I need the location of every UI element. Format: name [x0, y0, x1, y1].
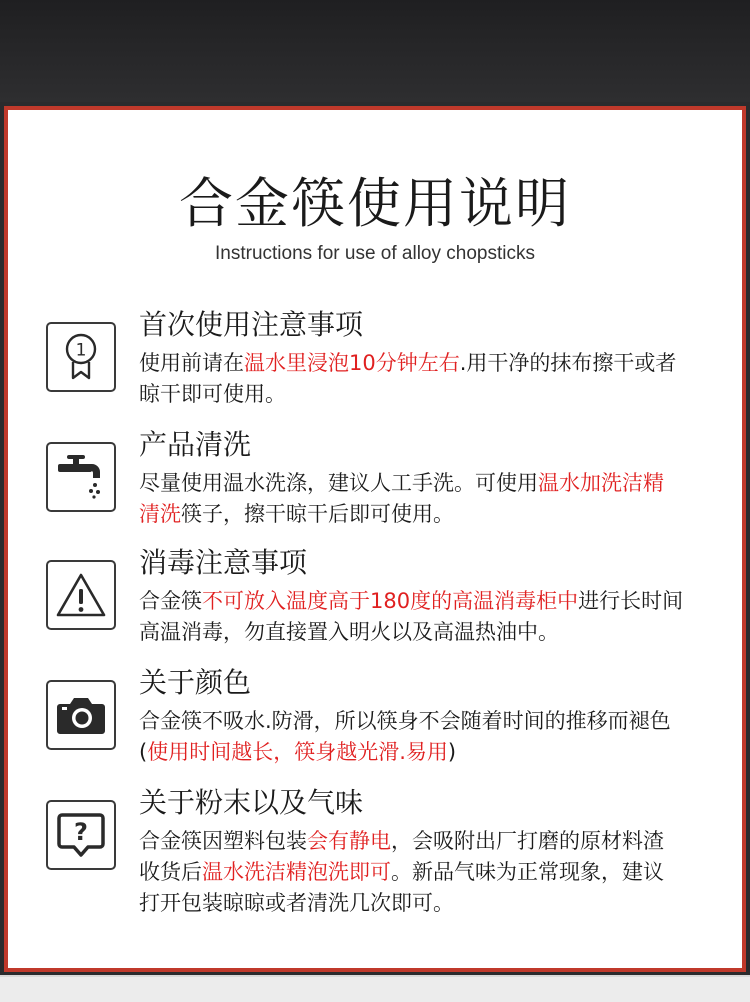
top-dark-band	[0, 0, 750, 102]
body-text: 使用前请在	[139, 351, 244, 375]
section-title: 首次使用注意事项	[139, 308, 364, 341]
instructions-card	[4, 106, 746, 972]
body-text-highlight: 温水加洗洁精	[538, 471, 664, 495]
section-title: 关于颜色	[139, 666, 252, 699]
body-text-highlight: 不可放入温度高于180度的高温消毒柜中	[202, 589, 579, 613]
question-bubble-icon	[46, 800, 116, 870]
body-text: 合金筷因塑料包装	[139, 829, 307, 853]
award-number-one-icon	[46, 322, 116, 392]
body-text: 筷子，擦干晾干后即可使用。	[181, 502, 454, 526]
body-text: 进行长时间	[578, 589, 684, 613]
body-line	[139, 706, 729, 737]
camera-icon	[46, 680, 116, 750]
body-line	[139, 826, 729, 857]
water-faucet-icon	[46, 442, 116, 512]
award-number-text: 1	[75, 340, 87, 361]
section-body	[139, 706, 729, 768]
body-line	[139, 617, 729, 648]
body-text: 合金筷不吸水.防滑，所以筷身不会随着时间的推移而褪色	[139, 709, 671, 733]
body-text-highlight: 清洗	[139, 502, 181, 526]
body-text: )	[447, 740, 457, 764]
body-line	[139, 468, 729, 499]
section-title: 产品清洗	[139, 428, 252, 461]
section-body	[139, 826, 729, 919]
page-title: 合金筷使用说明	[179, 172, 571, 235]
body-text-highlight: 温水洗洁精泡洗即可	[202, 860, 391, 884]
body-line	[139, 348, 729, 379]
body-line	[139, 379, 729, 410]
body-text: 高温消毒，勿直接置入明火以及高温热油中。	[139, 620, 559, 644]
body-text: 打开包装晾晾或者清洗几次即可。	[139, 891, 454, 915]
section-title: 消毒注意事项	[139, 546, 308, 579]
body-line	[139, 857, 729, 888]
page-subtitle: Instructions for use of alloy chopsticks	[215, 243, 535, 264]
body-text: 合金筷	[139, 589, 202, 613]
body-text: ，会吸附出厂打磨的原材料渣	[391, 829, 664, 853]
body-text: 。新品气味为正常现象，建议	[391, 860, 664, 884]
section-body	[139, 586, 729, 648]
body-text-highlight: 温水里浸泡10分钟左右	[244, 351, 460, 375]
question-mark-text: ?	[74, 818, 88, 846]
body-text-highlight: 使用时间越长，筷身越光滑.易用	[147, 740, 448, 764]
body-text: 收货后	[139, 860, 202, 884]
body-line	[139, 737, 729, 768]
body-line	[139, 499, 729, 530]
section-body	[139, 348, 729, 410]
body-text: 尽量使用温水洗涤，建议人工手洗。可使用	[139, 471, 538, 495]
bottom-band	[0, 975, 750, 1002]
section-body	[139, 468, 729, 530]
body-text: 晾干即可使用。	[139, 382, 286, 406]
body-text: .用干净的抹布擦干或者	[459, 351, 677, 375]
body-text-highlight: 会有静电	[307, 829, 391, 853]
body-text: (	[139, 740, 148, 764]
body-line	[139, 888, 729, 919]
warning-triangle-icon	[46, 560, 116, 630]
section-title: 关于粉末以及气味	[139, 786, 364, 819]
body-line	[139, 586, 729, 617]
